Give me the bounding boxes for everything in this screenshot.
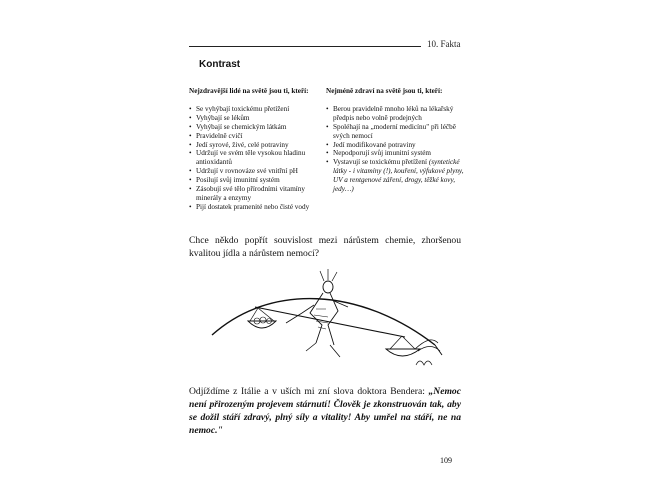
list-item: • Posilují svůj imunitní systém — [189, 176, 317, 185]
list-item: • Udržují v rovnováze své vnitřní pH — [189, 167, 317, 176]
page-number: 109 — [440, 456, 452, 465]
list-item: • Jedí modifikované potraviny — [326, 141, 464, 150]
paragraph-question: Chce někdo popřít souvislost mezi nárůstem chemie, zhoršenou kvalitou jídla a nárůstem nemocí? — [189, 235, 461, 259]
chapter-label: 10. Fakta — [427, 39, 461, 49]
list-item — [326, 158, 464, 194]
list-item: • Se vyhýbají toxickému přetížení — [189, 105, 317, 114]
list-item: • Zásobují své tělo přírodními vitamíny minerály a enzymy — [189, 185, 317, 203]
list-item: • Pijí dostatek pramenité nebo čisté vody — [189, 203, 317, 212]
list-item: • Nepodporují svůj imunitní systém — [326, 149, 464, 158]
right-list — [326, 105, 464, 194]
list-item: • Jedí syrové, živé, celé potraviny — [189, 141, 317, 150]
left-column-heading: Nejzdravější lidé na světě jsou ti, kteří: — [189, 87, 309, 95]
left-list — [189, 105, 317, 212]
list-item: • Berou pravidelně mnoho léků na lékařský předpis nebo volně prodejných — [326, 105, 464, 123]
list-item-note: (syntetické látky - i vitamíny (!), kouření, výfukové plyny, UV a rentgenové záření, drogy, těžké kovy, jedy…) — [333, 158, 464, 194]
doctor-quote: „Nemoc není přirozeným projevem stárnutí! Člověk je zkonstruován tak, aby se dožil stáří zdravý, plný síly a vitality! Aby umřel na stáří, ne na nemoc." — [189, 386, 461, 436]
left-column — [189, 87, 317, 212]
header-rule — [189, 46, 421, 47]
list-item: • Vyhýbají se lékům — [189, 114, 317, 123]
list-item: • Vyhýbají se chemickým látkám — [189, 123, 317, 132]
section-title: Kontrast — [199, 59, 241, 70]
right-column-heading: Nejméně zdraví na světě jsou ti, kteří: — [326, 87, 443, 95]
list-item: • Spoléhají na „moderní medicínu" při léčbě svých nemocí — [326, 123, 464, 141]
quote-intro: Odjíždíme z Itálie a v uších mi zní slova doktora Bendera: — [189, 386, 429, 397]
list-item: • Udržují ve svém těle vysokou hladinu antioxidantů — [189, 149, 317, 167]
right-column — [326, 87, 464, 194]
list-item: • Pravidelně cvičí — [189, 132, 317, 141]
paragraph-quote — [189, 385, 461, 437]
list-item-text: Vystavují se toxickému přetížení — [333, 158, 428, 167]
tightrope-illustration — [210, 265, 455, 380]
